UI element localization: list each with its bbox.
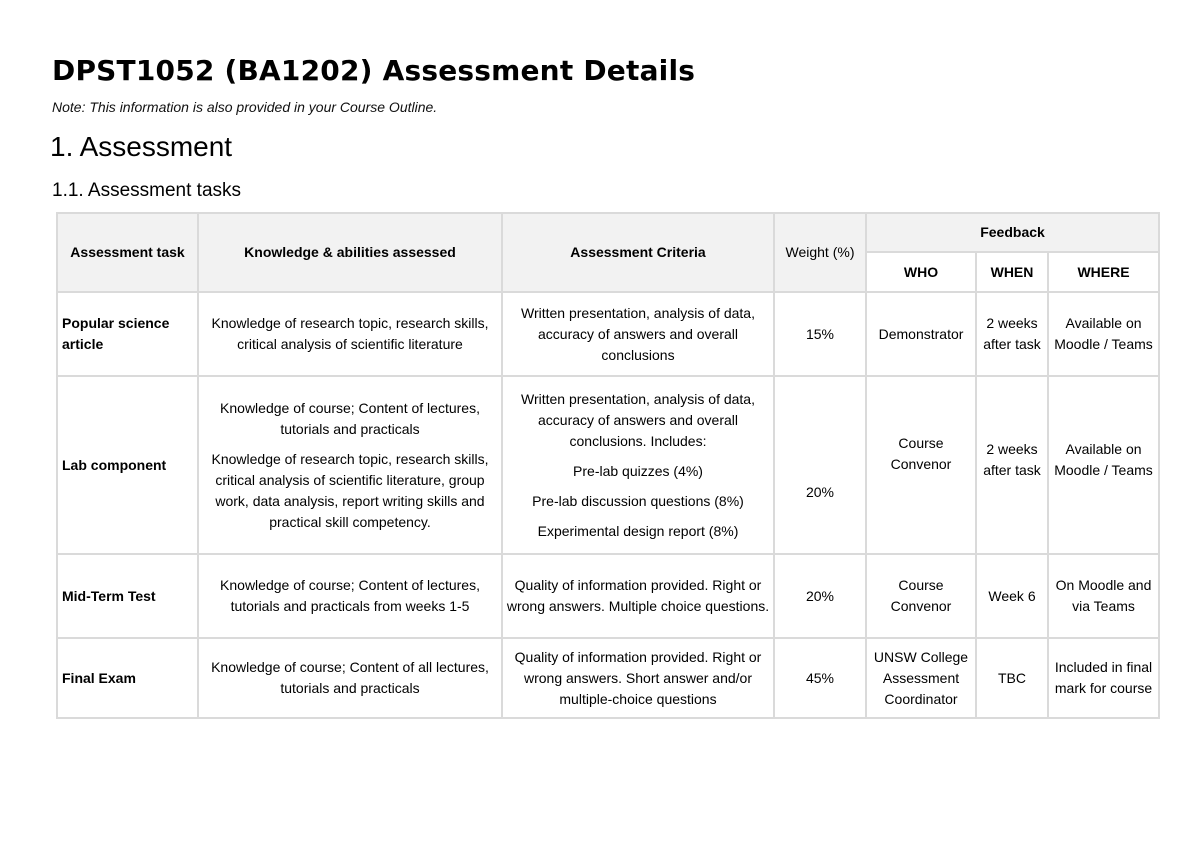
feedback-who: Demonstrator xyxy=(866,292,976,376)
feedback-when: TBC xyxy=(976,638,1048,718)
knowledge-text: Knowledge of course; Content of lectures, tutorials and practicals from weeks 1-5 xyxy=(220,577,480,614)
header-when: WHEN xyxy=(976,252,1048,292)
document-title: DPST1052 (BA1202) Assessment Details xyxy=(52,54,696,87)
section-heading-assessment: 1. Assessment xyxy=(50,131,233,162)
criteria-text: Quality of information provided. Right or wrong answers. Short answer and/or multiple-choice questions xyxy=(514,648,762,707)
criteria-text: Quality of information provided. Right or wrong answers. Multiple choice questions. xyxy=(506,577,770,614)
subsection-heading-assessment-tasks: 1.1. Assessment tasks xyxy=(52,180,242,201)
header-where: WHERE xyxy=(1048,252,1159,292)
criteria-item: Pre-lab quizzes (4%) xyxy=(573,462,703,479)
task-name: Mid-Term Test xyxy=(57,554,198,638)
feedback-when: 2 weeks after task xyxy=(976,376,1048,554)
table-row xyxy=(57,554,1159,638)
course-outline-note: Note: This information is also provided in your Course Outline. xyxy=(52,99,438,115)
criteria-item: Experimental design report (8%) xyxy=(537,522,739,539)
feedback-where: Available on Moodle / Teams xyxy=(1048,292,1159,376)
criteria-text: Written presentation, analysis of data, accuracy of answers and overall conclusions. Includes: xyxy=(521,390,755,449)
header-knowledge-abilities: Knowledge & abilities assessed xyxy=(198,213,502,292)
feedback-who: UNSW College Assessment Coordinator xyxy=(866,638,976,718)
feedback-when: 2 weeks after task xyxy=(976,292,1048,376)
header-assessment-criteria: Assessment Criteria xyxy=(502,213,774,292)
feedback-who: Course Convenor xyxy=(866,376,976,554)
criteria-cell xyxy=(502,554,774,638)
feedback-when: Week 6 xyxy=(976,554,1048,638)
weight-value: 20% xyxy=(774,554,866,638)
task-name: Lab component xyxy=(57,376,198,554)
header-feedback: Feedback xyxy=(866,213,1159,252)
feedback-where: Included in final mark for course xyxy=(1048,638,1159,718)
knowledge-cell xyxy=(198,554,502,638)
criteria-item: Pre-lab discussion questions (8%) xyxy=(532,492,744,509)
feedback-who: Course Convenor xyxy=(866,554,976,638)
criteria-cell xyxy=(502,638,774,718)
task-name: Popular science article xyxy=(57,292,198,376)
feedback-where: On Moodle and via Teams xyxy=(1048,554,1159,638)
knowledge-text: Knowledge of course; Content of lectures, tutorials and practicals xyxy=(220,399,480,437)
knowledge-cell xyxy=(198,292,502,376)
weight-value: 20% xyxy=(774,376,866,554)
feedback-where: Available on Moodle / Teams xyxy=(1048,376,1159,554)
table-row xyxy=(57,638,1159,718)
criteria-text: Written presentation, analysis of data, accuracy of answers and overall conclusions xyxy=(521,304,755,363)
assessment-tasks-table xyxy=(56,212,1160,719)
table-row xyxy=(57,292,1159,376)
table-row xyxy=(57,376,1159,554)
header-weight: Weight (%) xyxy=(774,213,866,292)
criteria-cell xyxy=(502,292,774,376)
knowledge-text: Knowledge of course; Content of all lectures, tutorials and practicals xyxy=(211,659,489,696)
knowledge-cell xyxy=(198,638,502,718)
criteria-cell xyxy=(502,376,774,554)
knowledge-cell xyxy=(198,376,502,554)
knowledge-text: Knowledge of research topic, research skills, critical analysis of scientific literature, group work, data analysis, report writing skills and practical skill competency. xyxy=(211,450,489,530)
weight-value: 45% xyxy=(774,638,866,718)
weight-value: 15% xyxy=(774,292,866,376)
header-who: WHO xyxy=(866,252,976,292)
knowledge-text: Knowledge of research topic, research skills, critical analysis of scientific literature xyxy=(211,315,489,352)
task-name: Final Exam xyxy=(57,638,198,718)
header-assessment-task: Assessment task xyxy=(57,213,198,292)
